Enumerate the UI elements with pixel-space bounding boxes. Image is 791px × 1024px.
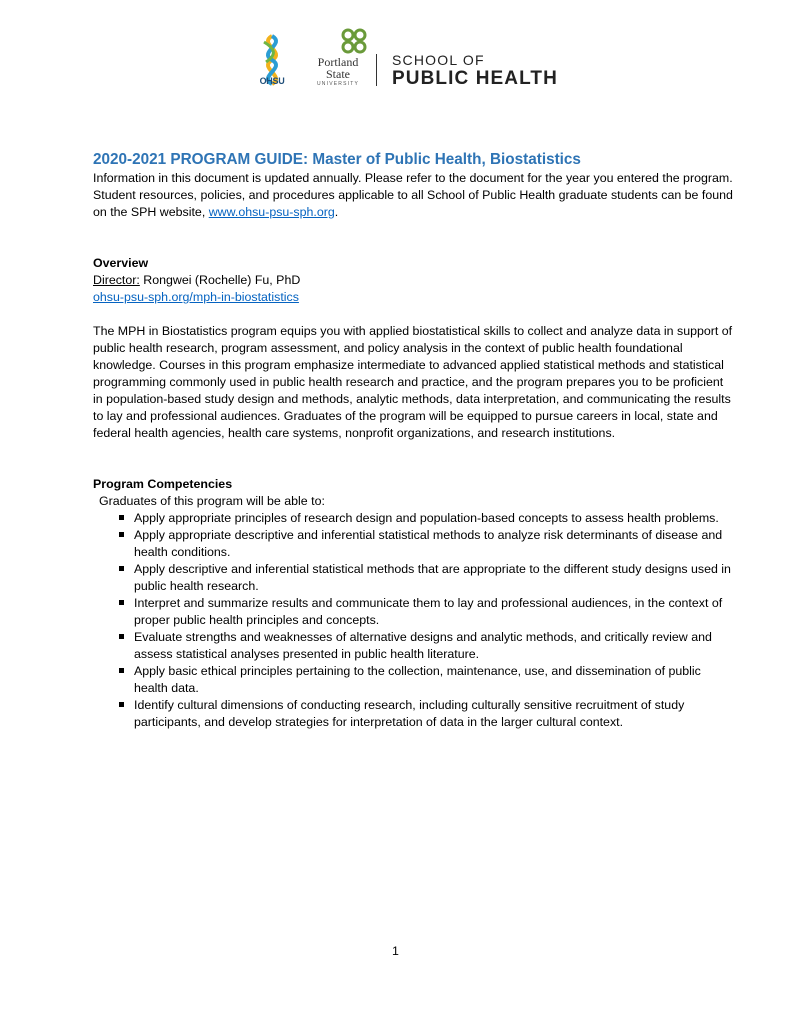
portland-state-logo-icon (336, 26, 372, 56)
competency-list (93, 510, 733, 731)
sph-line1: SCHOOL OF (392, 52, 485, 68)
psu-name-line3: UNIVERSITY (316, 81, 359, 87)
program-page-link[interactable]: ohsu-psu-sph.org/mph-in-biostatistics (93, 290, 299, 304)
director-name: Rongwei (Rochelle) Fu, PhD (139, 273, 301, 287)
intro-end: . (334, 205, 339, 219)
competency-item: Identify cultural dimensions of conducting research, including culturally sensitive recruitment of study participants, and develop strategies for interpretation of data in the larger cultural context. (119, 697, 733, 731)
document-header (252, 24, 582, 94)
intro-text: Information in this document is updated annually. Please refer to the document for the year you entered the program. Student resources, policies, and procedures applicable to all School of Public Health graduate students can be found on the SPH website, (93, 171, 733, 219)
overview-heading: Overview (93, 256, 149, 270)
overview-body: The MPH in Biostatistics program equips you with applied biostatistical skills to collect and analyze data in support of public health research, program assessment, and policy analysis in the context of public health foundational knowledge. Courses in this program emphasize intermediate to advanced applied statistical methods and statistical programming commonly used in public health research and practice, and the program prepares you to be proficient in population-based study design and methods, analytic methods, data interpretation, and communicating the results to lay and professional audiences. Graduates of the program will be equipped to pursue careers in local, state and federal health agencies, health care systems, nonprofit organizations, and research institutions. (93, 324, 733, 440)
sph-line2: PUBLIC HEALTH (392, 68, 558, 89)
competencies-heading: Program Competencies (93, 477, 233, 491)
competency-item: Apply appropriate principles of research design and population-based concepts to assess health problems. (119, 510, 733, 527)
header-divider (376, 54, 377, 86)
page-title: 2020-2021 PROGRAM GUIDE: Master of Public Health, Biostatistics (93, 151, 581, 168)
competency-item: Interpret and summarize results and communicate them to lay and professional audiences, in the context of proper public health principles and concepts. (119, 595, 733, 629)
competency-item: Evaluate strengths and weaknesses of alternative designs and analytic methods, and critically review and assess statistical analyses presented in public health literature. (119, 629, 733, 663)
sph-website-link[interactable]: www.ohsu-psu-sph.org (208, 205, 335, 219)
competency-item: Apply descriptive and inferential statistical methods that are appropriate to the different study designs used in public health research. (119, 561, 733, 595)
ohsu-logo-text: OHSU (259, 76, 285, 86)
intro-paragraph (93, 170, 733, 221)
competency-item: Apply basic ethical principles pertaining to the collection, maintenance, use, and dissemination of public health data. (119, 663, 733, 697)
director-line (93, 272, 733, 289)
psu-name-line1: Portland (317, 55, 359, 69)
competencies-lead: Graduates of this program will be able to: (99, 494, 325, 508)
page-number: 1 (392, 944, 399, 958)
document-body (93, 150, 733, 731)
competency-item: Apply appropriate descriptive and inferential statistical methods to analyze risk determinants of disease and health conditions. (119, 527, 733, 561)
psu-name-line2: State (326, 67, 350, 81)
director-label: Director: (93, 273, 140, 287)
